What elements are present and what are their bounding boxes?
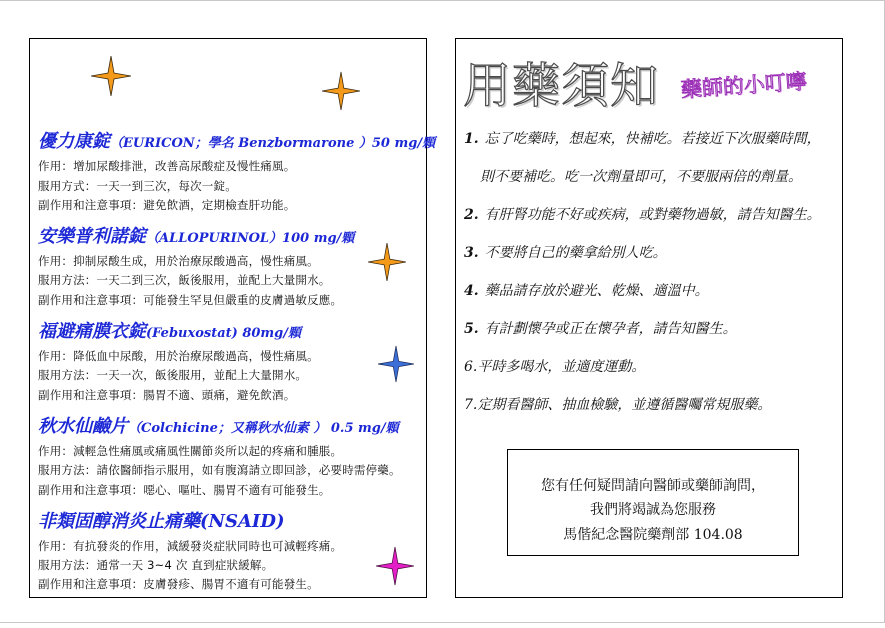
drug-title xyxy=(38,222,354,248)
notice-number: 1. xyxy=(464,131,479,147)
drug-name-cn: 非類固醇消炎止痛藥(NSAID) xyxy=(38,511,285,532)
contact-line: 我們將竭誠為您服務 xyxy=(590,502,716,518)
drug-title xyxy=(38,507,284,533)
medication-list-panel xyxy=(29,38,436,598)
drug-usage: 服用方式：一天一到三次，每次一錠。 xyxy=(38,179,237,193)
notice-text: 忘了吃藥時，想起來，快補吃。若接近下次服藥時間， xyxy=(484,131,821,147)
drug-side-effects: 副作用和注意事項：避免飲酒，定期檢查肝功能。 xyxy=(38,198,296,212)
drug-title xyxy=(38,412,399,438)
page-top-edge xyxy=(0,0,885,1)
notice-item xyxy=(464,204,821,224)
drug-usage: 服用方法：一天一次，飯後服用，並配上大量開水。 xyxy=(38,368,308,382)
drug-effect: 作用：抑制尿酸生成，用於治療尿酸過高，慢性痛風。 xyxy=(38,254,319,268)
notice-item xyxy=(464,128,821,148)
page-title: 用藥須知 xyxy=(463,58,660,114)
contact-box xyxy=(507,449,799,556)
drug-usage: 服用方法：一天二到三次，飯後服用，並配上大量開水。 xyxy=(38,273,331,287)
notice-text: 不要將自己的藥拿給別人吃。 xyxy=(484,245,667,261)
notice-number: 4. xyxy=(464,283,479,299)
four-point-star-icon xyxy=(91,56,131,96)
drug-side-effects: 副作用和注意事項：皮膚發疹、腸胃不適有可能發生。 xyxy=(38,577,319,591)
notice-number: 5. xyxy=(464,321,479,337)
four-point-star-icon xyxy=(368,243,406,281)
drug-name-en: （EURICON；學名 Benzbormarone ）50 mg/顆 xyxy=(110,136,436,151)
page-subtitle: 藥師的小叮嚀 xyxy=(680,69,808,103)
drug-side-effects: 副作用和注意事項：腸胃不適、頭痛，避免飲酒。 xyxy=(38,388,296,402)
medication-notice-panel xyxy=(455,38,843,598)
notice-item-continued: 則不要補吃。吃一次劑量即可，不要服兩倍的劑量。 xyxy=(480,169,802,185)
drug-name-cn: 安樂普利諾錠 xyxy=(38,226,146,247)
drug-name-cn: 優力康錠 xyxy=(38,131,110,152)
drug-effect: 作用：有抗發炎的作用，減緩發炎症狀同時也可減輕疼痛。 xyxy=(38,539,343,553)
notice-number: 3. xyxy=(464,245,479,261)
notice-text: 有計劃懷孕或正在懷孕者，請告知醫生。 xyxy=(484,321,737,337)
drug-name-cn: 福避痛膜衣錠 xyxy=(38,321,146,342)
drug-name-en: (Febuxostat) 80mg/顆 xyxy=(146,326,302,341)
contact-line: 您有任何疑問請向醫師或藥師詢問， xyxy=(541,478,765,494)
drug-name-cn: 秋水仙鹼片 xyxy=(38,416,128,437)
notice-item: 7.定期看醫師、抽血檢驗，並遵循醫囑常規服藥。 xyxy=(464,397,772,413)
notice-number: 2. xyxy=(464,207,479,223)
drug-side-effects: 副作用和注意事項：可能發生罕見但嚴重的皮膚過敏反應。 xyxy=(38,293,343,307)
contact-line: 馬偕紀念醫院藥劑部 104.08 xyxy=(563,527,743,543)
drug-usage: 服用方法：通常一天 3~4 次 直到症狀緩解。 xyxy=(38,558,274,572)
notice-item xyxy=(464,318,737,338)
notice-item xyxy=(464,242,667,262)
four-point-star-icon xyxy=(376,546,414,586)
drug-side-effects: 副作用和注意事項：噁心、嘔吐、腸胃不適有可能發生。 xyxy=(38,483,331,497)
drug-name-en: （Colchicine；又稱秋水仙素 ） 0.5 mg/顆 xyxy=(128,421,399,436)
drug-title xyxy=(38,127,435,153)
notice-text: 有肝腎功能不好或疾病，或對藥物過敏，請告知醫生。 xyxy=(484,207,821,223)
notice-text: 藥品請存放於避光、乾燥、適溫中。 xyxy=(484,283,709,299)
page-bottom-edge xyxy=(0,622,885,623)
drug-usage: 服用方法：請依醫師指示服用，如有腹瀉請立即回診，必要時需停藥。 xyxy=(38,463,401,477)
drug-effect: 作用：降低血中尿酸，用於治療尿酸過高，慢性痛風。 xyxy=(38,349,319,363)
four-point-star-icon xyxy=(322,71,360,111)
notice-item xyxy=(464,280,709,300)
notice-item: 6.平時多喝水，並適度運動。 xyxy=(464,359,646,375)
drug-effect: 作用：減輕急性痛風或痛風性關節炎所以起的疼痛和腫脹。 xyxy=(38,444,343,458)
four-point-star-icon xyxy=(378,345,414,383)
drug-name-en: （ALLOPURINOL）100 mg/顆 xyxy=(146,231,355,246)
drug-effect: 作用：增加尿酸排泄，改善高尿酸症及慢性痛風。 xyxy=(38,159,296,173)
drug-title xyxy=(38,317,301,343)
